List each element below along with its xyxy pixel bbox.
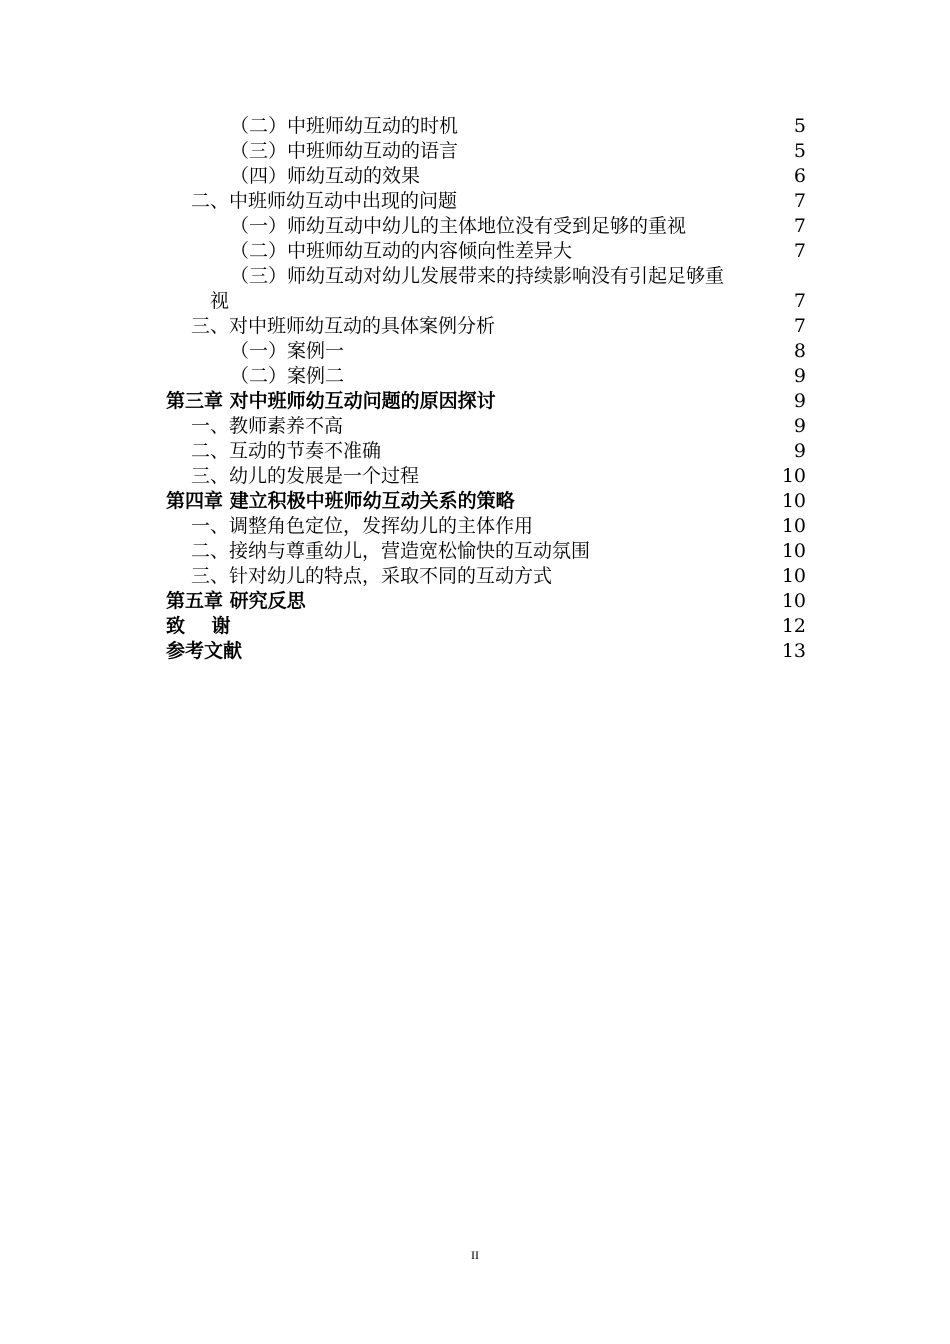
toc-entry-title: 三、幼儿的发展是一个过程 xyxy=(191,465,420,487)
toc-entry-page: 10 xyxy=(781,465,806,487)
toc-entry-title: 第四章 建立积极中班师幼互动关系的策略 xyxy=(166,490,515,512)
page-number: II xyxy=(471,1248,479,1262)
toc-entry[interactable] xyxy=(166,189,808,214)
toc-entry[interactable] xyxy=(166,139,808,164)
toc-entry-title xyxy=(210,264,870,314)
toc-entry[interactable] xyxy=(166,239,808,264)
toc-entry-title: 一、教师素养不高 xyxy=(191,415,344,437)
toc-entry[interactable] xyxy=(166,339,808,364)
toc-entry-title: 二、中班师幼互动中出现的问题 xyxy=(191,190,458,212)
toc-entry-page: 10 xyxy=(781,540,806,562)
toc-entry-page: 5 xyxy=(793,115,806,137)
toc-entry-page: 9 xyxy=(793,365,806,387)
toc-entry[interactable] xyxy=(166,314,808,339)
toc-entry-page: 8 xyxy=(793,340,806,362)
toc-entry-title: （二）中班师幼互动的内容倾向性差异大 xyxy=(230,240,573,262)
toc-entry-page: 10 xyxy=(781,565,806,587)
toc-entry-page: 7 xyxy=(793,290,806,312)
toc-entry[interactable] xyxy=(166,539,808,564)
toc-entry-title: 第五章 研究反思 xyxy=(166,590,306,612)
toc-entry[interactable] xyxy=(166,114,808,139)
toc-chapter-entry[interactable] xyxy=(166,489,808,514)
toc-entry-page: 10 xyxy=(781,490,806,512)
toc-entry-page: 12 xyxy=(781,615,806,637)
toc-entry-title: 二、互动的节奏不准确 xyxy=(191,440,382,462)
toc-entry-page: 9 xyxy=(793,415,806,437)
toc-entry[interactable] xyxy=(166,414,808,439)
toc-entry-title: （一）案例一 xyxy=(230,340,345,362)
toc-entry-page: 7 xyxy=(793,190,806,212)
toc-entry-title: 参考文献 xyxy=(166,640,243,662)
toc-chapter-entry[interactable] xyxy=(166,589,808,614)
table-of-contents xyxy=(166,114,808,664)
toc-entry[interactable] xyxy=(166,564,808,589)
toc-chapter-entry[interactable] xyxy=(166,614,808,639)
toc-entry-page: 6 xyxy=(793,165,806,187)
toc-entry-page: 9 xyxy=(793,390,806,412)
toc-entry[interactable] xyxy=(166,164,808,189)
toc-entry-title: 一、调整角色定位，发挥幼儿的主体作用 xyxy=(191,515,534,537)
toc-entry[interactable] xyxy=(166,264,808,314)
toc-entry-page: 10 xyxy=(781,515,806,537)
toc-entry-page: 7 xyxy=(793,315,806,337)
toc-entry-title: 第三章 对中班师幼互动问题的原因探讨 xyxy=(166,390,496,412)
toc-entry-page: 5 xyxy=(793,140,806,162)
toc-entry-title-continuation: 视 xyxy=(210,290,230,312)
toc-entry-title: 三、对中班师幼互动的具体案例分析 xyxy=(191,315,496,337)
toc-entry-title: （三）中班师幼互动的语言 xyxy=(230,140,459,162)
toc-entry-title-line: （三）师幼互动对幼儿发展带来的持续影响没有引起足够重 xyxy=(230,265,725,287)
toc-entry[interactable] xyxy=(166,364,808,389)
toc-chapter-entry[interactable] xyxy=(166,639,808,664)
toc-entry-page: 13 xyxy=(781,640,806,662)
toc-entry-title: （四）师幼互动的效果 xyxy=(230,165,421,187)
toc-entry-title: 三、针对幼儿的特点，采取不同的互动方式 xyxy=(191,565,553,587)
toc-entry-title: 二、接纳与尊重幼儿，营造宽松愉快的互动氛围 xyxy=(191,540,591,562)
toc-entry-page: 10 xyxy=(781,590,806,612)
toc-entry-page: 7 xyxy=(793,240,806,262)
toc-chapter-entry[interactable] xyxy=(166,389,808,414)
toc-entry-title: （一）师幼互动中幼儿的主体地位没有受到足够的重视 xyxy=(230,215,687,237)
toc-entry-page: 7 xyxy=(793,215,806,237)
toc-entry[interactable] xyxy=(166,439,808,464)
toc-entry-page: 9 xyxy=(793,440,806,462)
toc-entry[interactable] xyxy=(166,514,808,539)
toc-entry[interactable] xyxy=(166,214,808,239)
toc-entry-title: （二）案例二 xyxy=(230,365,345,387)
toc-entry-title: （二）中班师幼互动的时机 xyxy=(230,115,459,137)
toc-entry-title: 致 谢 xyxy=(166,615,231,637)
toc-entry[interactable] xyxy=(166,464,808,489)
